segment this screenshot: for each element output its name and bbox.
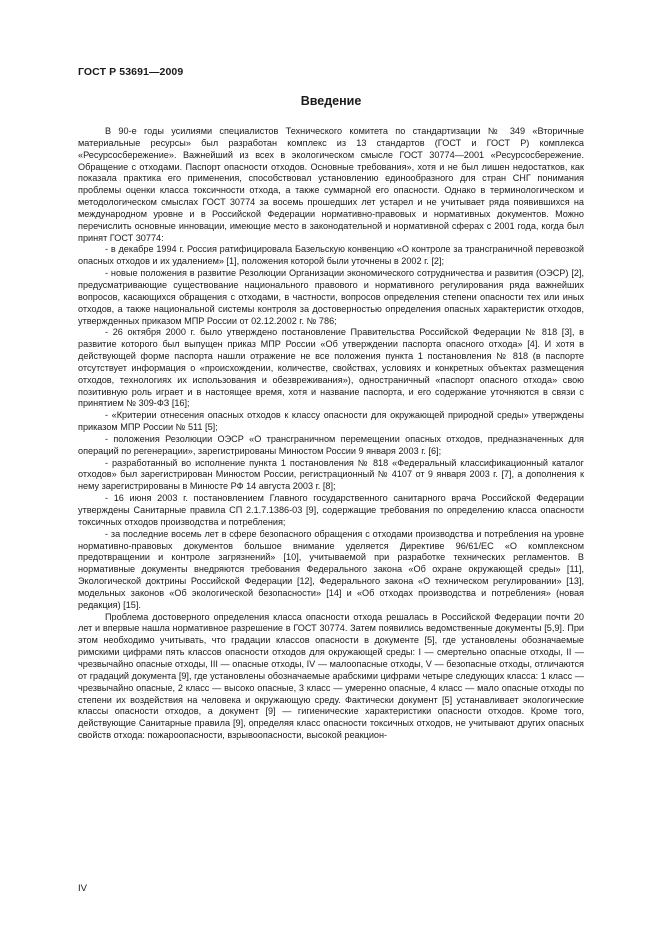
list-item-directive: - за последние восемь лет в сфере безопасного обращения с отходами производства и потребления на уровне нормативно-правовых документов большое внимание уделяется Директиве 96/61/ЕС «О комплексном предотвращении и контроле загрязнений» [10], учитываемой при разработке технических регламентов. В нормативные документы внедряются требования Федерального закона «Об охране окружающей среды» [11], Экологической доктрины Российской Федерации [12], Федерального закона «О техническом регулировании» [13], модельных законов «Об экологической безопасности» [14] и «Об отходах производства и потребления» (новая редакция) [15]. bbox=[78, 528, 584, 610]
document-header: ГОСТ Р 53691—2009 bbox=[78, 66, 184, 78]
list-item-sanitary-rules: - 16 июня 2003 г. постановлением Главного государственного санитарного врача Российской Федерации утверждены Санитарные правила СП 2.1.7.1386-03 [9], содержащие требования по определению класса опасности токсичных отходов производства и потребления; bbox=[78, 493, 584, 527]
list-item-waste-catalog: - разработанный во исполнение пункта 1 постановления № 818 «Федеральный классификационный каталог отходов» был зарегистрирован Минюстом России, регистрационный № 4107 от 9 января 2003 г. [7], а дополнения к нему зарегистрированы в Минюсте РФ 14 августа 2003 г. [8]; bbox=[78, 457, 584, 492]
section-title: Введение bbox=[300, 94, 362, 108]
section-body bbox=[78, 126, 584, 742]
list-item-basel-convention: - в декабре 1994 г. Россия ратифицировала Базельскую конвенцию «О контроле за трансграничной перевозкой опасных отходов и их удалением» [1], положения которой были уточнены в 2002 г. [2]; bbox=[78, 244, 584, 267]
list-item-oecd-resolution: - новые положения в развитие Резолюции Организации экономического сотрудничества и развития (ОЭСР) [2], предусматривающие существование национального правового и нормативного регулирования ряда важнейших вопросов, касающихся обращения с отходами, в частности, вопросов определения степени опасности тех или иных отходов, а также национальной системы контроля за достоверностью определения опасных характеристик отходов, утвержденных приказом МПР России от 02.12.2002 г. № 786; bbox=[78, 268, 584, 326]
list-item-oecd-transboundary: - положения Резолюции ОЭСР «О трансграничном перемещении опасных отходов, предназначенных для операций по регенерации», зарегистрированы Минюстом России 9 января 2003 г. [6]; bbox=[78, 433, 584, 456]
paragraph-hazard-classes: Проблема достоверного определения класса опасности отхода решалась в Российской Федерации почти 20 лет и впервые нашла нормативное разрешение в ГОСТ 30774. Затем появились ведомственные документы [5,9]. При этом необходимо учитывать, что градации классов опасности в документе [5], где установлены обозначаемые римскими цифрами пять классов опасности отходов для окружающей среды: I — смертельно опасные отходы, II — чрезвычайно опасные отходы, III — опасные отходы, IV — малоопасные отходы, V — безопасные отходы, отличаются от градаций документа [9], где установлены обозначаемые арабскими цифрами четыре следующих класса: 1 класс — чрезвычайно опасные, 2 класс — высоко опасные, 3 класс — умеренно опасные, 4 класс — мало опасные отходы по степени их воздействия на человека и окружающую среду. Фактически документ [5] устанавливает экологические классы опасности отходов, а документ [9] — гигиенические характеристики опасности отходов. Кроме того, действующие Санитарные правила [9], определяя класс опасности токсичных отходов, не учитывают других опасных свойств отхода: пожароопасности, взрывоопасности, высокой реакцион- bbox=[78, 611, 584, 741]
list-item-resolution-818: - 26 октября 2000 г. было утверждено постановление Правительства Российской Федерации № 818 [3], в развитие которого был выпущен приказ МПР России «Об утверждении паспорта опасного отхода» [4]. И хотя в действующей форме паспорта нашли отражение не все положения пункта 1 постановления № 818 (в паспорте отсутствует информация о «происхождении, количестве, свойствах, условиях и конкретных объектах размещения отходов, технологиях их использования и обезвреживания»), одностраничный «паспорт опасного отхода» свою позитивную роль играет и в настоящее время, хотя и название паспорта, и его содержание уточняются в связи с принятием № 309-ФЗ [16]; bbox=[78, 327, 584, 409]
paragraph-intro: В 90-е годы усилиями специалистов Технического комитета по стандартизации № 349 «Вторичные материальные ресурсы» был разработан комплекс из 13 стандартов (ГОСТ и ГОСТ Р) комплекса «Ресурсосбережение». Важнейший из всех в экологическом смысле ГОСТ 30774—2001 «Ресурсосбережение. Обращение с отходами. Паспорт опасности отходов. Основные требования», хотя и не был лишен недостатков, как показала практика его применения, способствовал установлению единообразного для стран СНГ понимания проблемы оценки класса токсичности отхода, а также суммарной его опасности. Однако в терминологическом и методологическом смыслах ГОСТ 30774 за восемь прошедших лет устарел и не учитывает ряда появившихся на международном уровне и в Российской Федерации нормативно-правовых и нормативных документов. Можно перечислить основные инновации, имеющие место в законодательной и нормативной сферах с 2001 года, когда был принят ГОСТ 30774: bbox=[78, 126, 584, 243]
page-number: IV bbox=[78, 883, 87, 894]
list-item-criteria: - «Критерии отнесения опасных отходов к классу опасности для окружающей природной среды» утверждены приказом МПР России № 511 [5]; bbox=[78, 410, 584, 433]
